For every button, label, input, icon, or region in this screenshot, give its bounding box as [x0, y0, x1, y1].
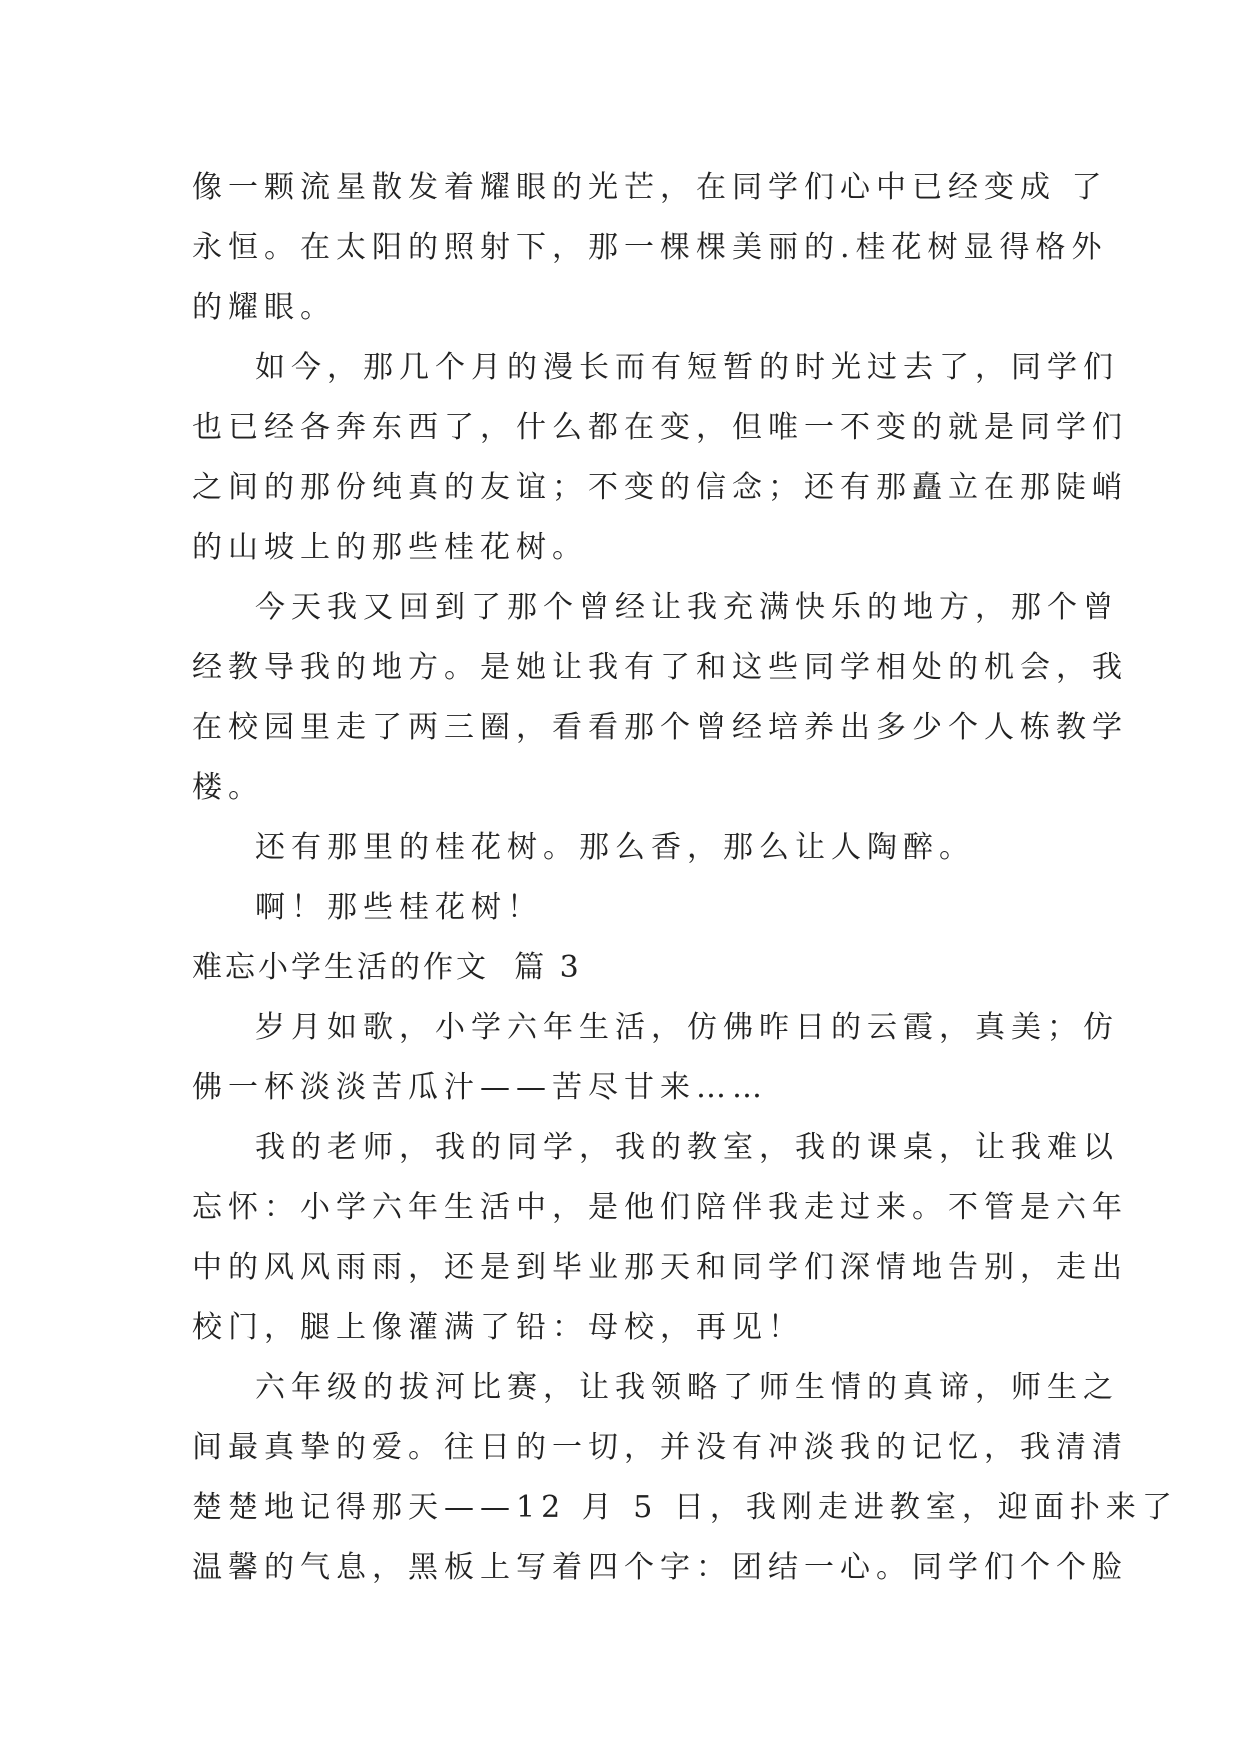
- paragraph-start-line: 我的老师，我的同学，我的教室，我的课桌，让我难以: [255, 1130, 1119, 1165]
- paragraph-start-line: 岁月如歌，小学六年生活，仿佛昨日的云霞，真美；仿: [255, 1010, 1119, 1045]
- text-line: 楼。: [192, 770, 264, 805]
- text-line: 佛一杯淡淡苦瓜汁——苦尽甘来……: [192, 1070, 768, 1105]
- section-heading: 难忘小学生活的作文 篇 3: [192, 950, 582, 985]
- text-line: 永恒。在太阳的照射下，那一棵棵美丽的.桂花树显得格外: [192, 230, 1108, 265]
- paragraph-start-line: 如今，那几个月的漫长而有短暂的时光过去了，同学们: [255, 350, 1119, 385]
- paragraph-start-line: 还有那里的桂花树。那么香，那么让人陶醉。: [255, 830, 975, 865]
- text-line: 也已经各奔东西了，什么都在变，但唯一不变的就是同学们: [192, 410, 1128, 445]
- paragraph-start-line: 今天我又回到了那个曾经让我充满快乐的地方，那个曾: [255, 590, 1119, 625]
- text-line: 经教导我的地方。是她让我有了和这些同学相处的机会，我: [192, 650, 1128, 685]
- text-line: 温馨的气息，黑板上写着四个字：团结一心。同学们个个脸: [192, 1550, 1128, 1585]
- text-line: 的山坡上的那些桂花树。: [192, 530, 588, 565]
- paragraph-start-line: 六年级的拔河比赛，让我领略了师生情的真谛，师生之: [255, 1370, 1119, 1405]
- text-line: 忘怀：小学六年生活中，是他们陪伴我走过来。不管是六年: [192, 1190, 1128, 1225]
- document-body: [192, 158, 1178, 1598]
- text-line: 的耀眼。: [192, 290, 336, 325]
- text-line: 在校园里走了两三圈，看看那个曾经培养出多少个人栋教学: [192, 710, 1128, 745]
- paragraph-start-line: 啊！那些桂花树！: [255, 890, 543, 925]
- text-line: 校门，腿上像灌满了铅：母校，再见！: [192, 1310, 804, 1345]
- text-line: 之间的那份纯真的友谊；不变的信念；还有那矗立在那陡峭: [192, 470, 1128, 505]
- text-line: 中的风风雨雨，还是到毕业那天和同学们深情地告别，走出: [192, 1250, 1128, 1285]
- text-line: 像一颗流星散发着耀眼的光芒，在同学们心中已经变成 了: [192, 170, 1108, 205]
- text-line: 楚楚地记得那天——12 月 5 日，我刚走进教室，迎面扑来了: [192, 1490, 1178, 1525]
- text-line: 间最真挚的爱。往日的一切，并没有冲淡我的记忆，我清清: [192, 1430, 1128, 1465]
